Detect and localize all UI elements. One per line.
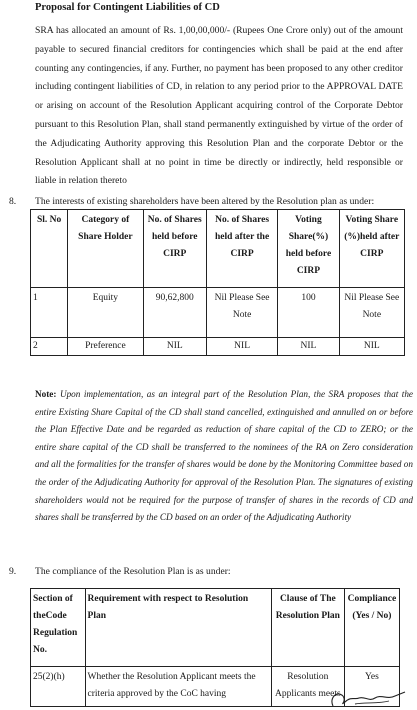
table-cell: 2 <box>31 338 68 356</box>
table-cell: 1 <box>31 288 68 338</box>
table-cell: Preference <box>68 338 143 356</box>
table-row <box>31 288 405 338</box>
table-header-cell: Compliance (Yes / No) <box>344 589 399 667</box>
section-heading: Proposal for Contingent Liabilities of CD <box>35 2 220 13</box>
table-cell: Resolution Applicants meets <box>271 667 344 707</box>
signature-mark <box>325 684 415 710</box>
table-cell: 90,62,800 <box>143 288 206 338</box>
table-cell: NIL <box>206 338 277 356</box>
table-cell: 25(2)(h) <box>31 667 86 707</box>
table-header-cell: Requirement with respect to Resolution Plan <box>85 589 271 667</box>
shareholders-table <box>30 209 405 356</box>
section-8-number: 8. <box>9 196 17 207</box>
section-9-number: 9. <box>9 566 17 577</box>
note-paragraph <box>35 386 413 527</box>
table-cell: Equity <box>68 288 143 338</box>
table-cell: Whether the Resolution Applicant meets the criteria approved by the CoC having <box>85 667 271 707</box>
table-header-cell: No. of Shares held before CIRP <box>143 210 206 288</box>
table-header-cell: Voting Share (%)held after CIRP <box>339 210 404 288</box>
table-cell: Yes <box>344 667 399 707</box>
contingent-liabilities-paragraph: SRA has allocated an amount of Rs. 1,00,00,000/- (Rupees One Crore only) out of the amount payable to secured financial creditors for contingencies which shall be paid at the end after counting any contingencies, if any. Further, no payment has been proposed to any other creditor including contingent liabilities of CD, in relation to any period prior to the APPROVAL DATE or arising on account of the Resolution Applicant acquiring control of the Corporate Debtor pursuant to this Resolution Plan, shall stand permanently extinguished by virtue of the order of the Adjudicating Authority approving this Resolution Plan and the corporate Debtor or the Resolution Applicant shall at no point in time be directly or indirectly, held responsible or liable in relation thereto <box>35 25 403 187</box>
table-header-row <box>31 589 400 667</box>
table-row <box>31 338 405 356</box>
section-8-intro: The interests of existing shareholders have been altered by the Resolution plan as under: <box>35 196 375 207</box>
table-cell: Nil Please See Note <box>206 288 277 338</box>
table-cell: NIL <box>278 338 339 356</box>
table-header-cell: Clause of The Resolution Plan <box>271 589 344 667</box>
table-cell: NIL <box>143 338 206 356</box>
table-cell: 100 <box>278 288 339 338</box>
table-cell: NIL <box>339 338 404 356</box>
table-header-row <box>31 210 405 288</box>
note-text: Upon implementation, as an integral part of the Resolution Plan, the SRA proposes that the entire Existing Share Capital of the CD shall stand cancelled, extinguished and annulled on or before the Plan Effective Date and be regarded as reduction of share capital of the CD to ZERO; or the entire share capital of the CD shall be transferred to the nominees of the RA on Zero consideration and all the formalities for the transfer of shares would be done by the Monitoring Committee based on the order of the Adjudicating Authority for approval of the Resolution Plan. The signatures of existing shareholders would not be required for the purpose of transfer of shares in the records of CD and shares shall be transferred by the CD based on an order of the Adjudicating Authority <box>35 389 414 523</box>
table-header-cell: No. of Shares held after the CIRP <box>206 210 277 288</box>
table-header-cell: Category of Share Holder <box>68 210 143 288</box>
section-9-intro: The compliance of the Resolution Plan is as under: <box>35 566 231 577</box>
table-cell: Nil Please See Note <box>339 288 404 338</box>
table-header-cell: Voting Share(%) held before CIRP <box>278 210 339 288</box>
table-header-cell: Section of theCode Regulation No. <box>31 589 86 667</box>
table-header-cell: Sl. No <box>31 210 68 288</box>
note-label: Note: <box>35 389 57 399</box>
